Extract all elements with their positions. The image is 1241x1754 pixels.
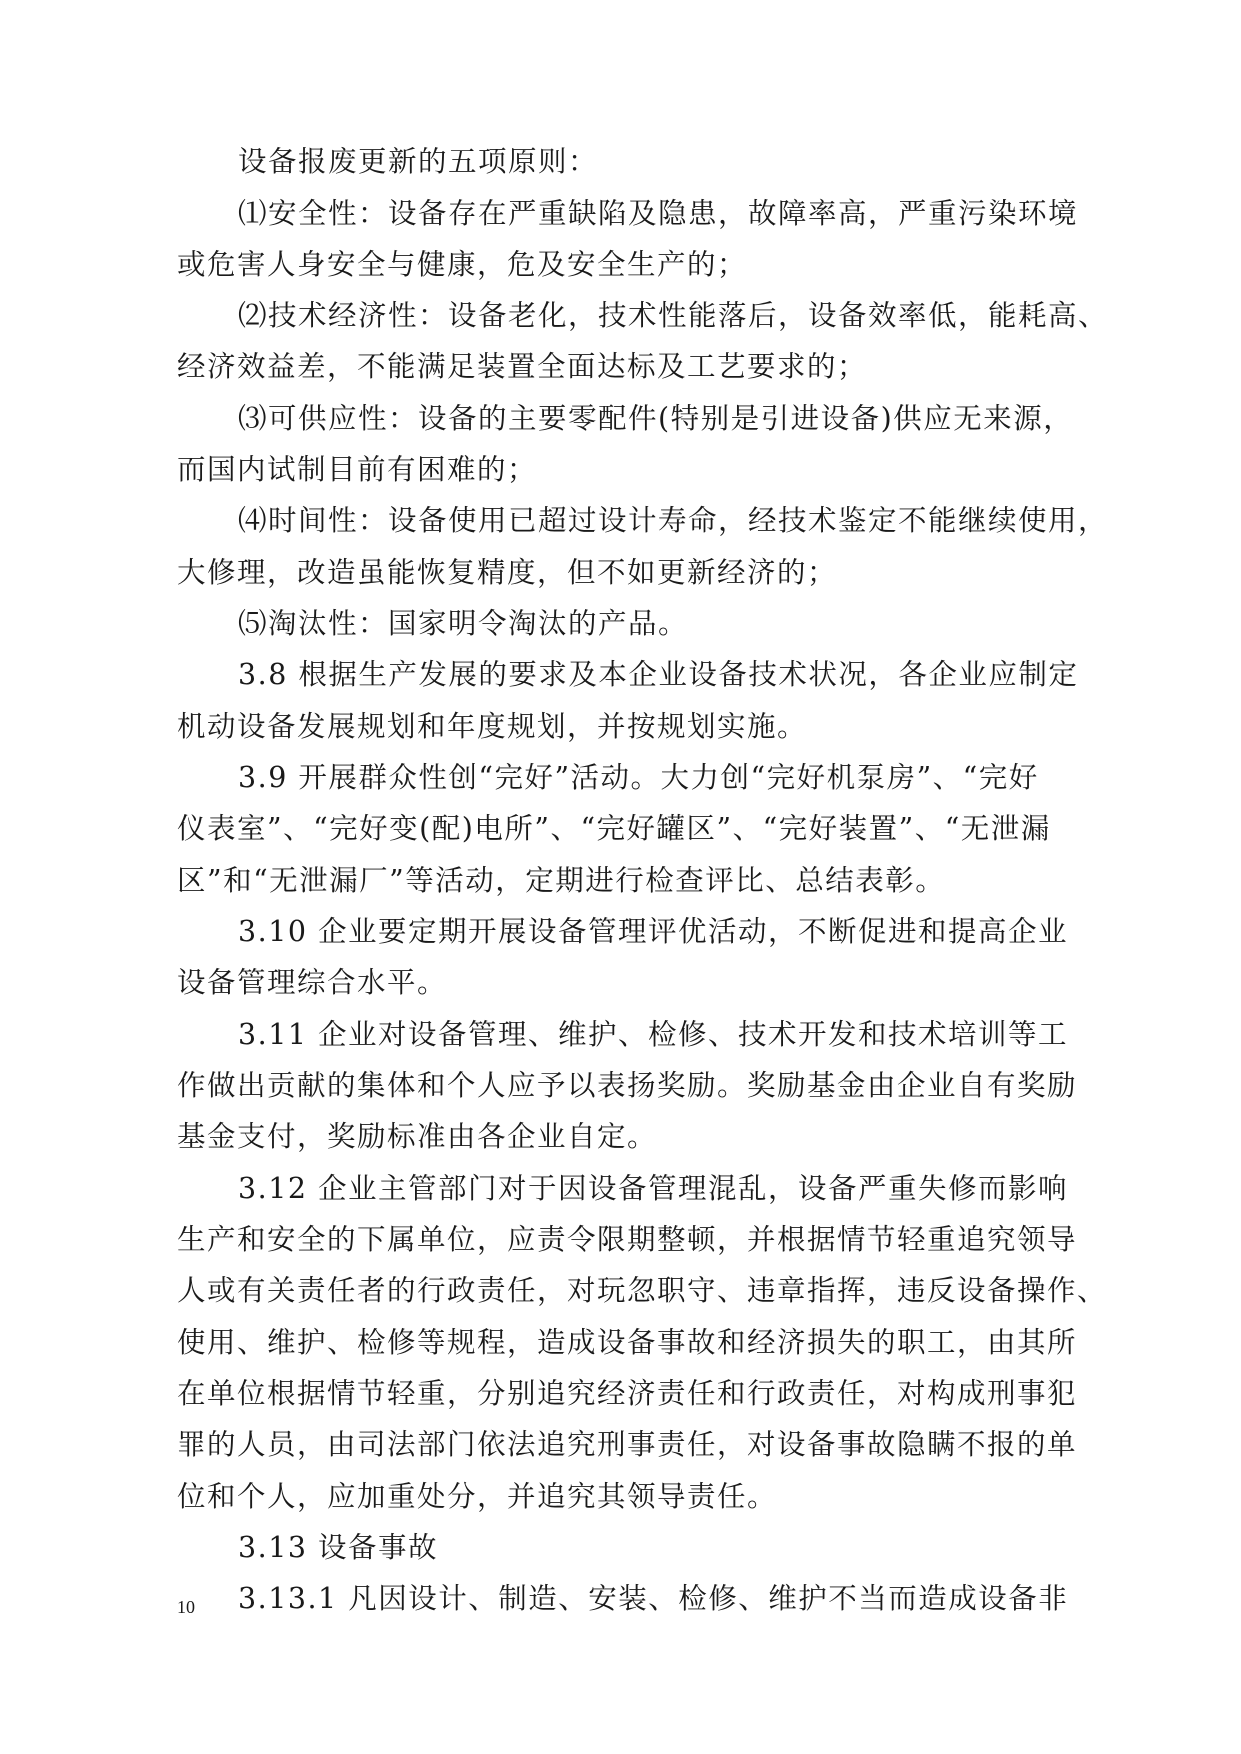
text-line: 设备报废更新的五项原则：: [238, 145, 599, 178]
text-line: 设备管理综合水平。: [177, 966, 448, 999]
text-line: 人或有关责任者的行政责任，对玩忽职守、违章指挥，违反设备操作、: [177, 1274, 1108, 1307]
text-line: 机动设备发展规划和年度规划，并按规划实施。: [177, 710, 808, 743]
text-line: 使用、维护、检修等规程，造成设备事故和经济损失的职工，由其所: [177, 1326, 1078, 1359]
text-line: ⑸淘汰性：国家明令淘汰的产品。: [238, 607, 689, 640]
text-line: ⑵技术经济性：设备老化，技术性能落后，设备效率低，能耗高、: [238, 299, 1109, 332]
text-line: 罪的人员，由司法部门依法追究刑事责任，对设备事故隐瞒不报的单: [177, 1428, 1078, 1461]
text-line: 3.11 企业对设备管理、维护、检修、技术开发和技术培训等工: [238, 1018, 1069, 1051]
page-number: 10: [177, 1597, 195, 1617]
text-line: 3.12 企业主管部门对于因设备管理混乱，设备严重失修而影响: [238, 1172, 1069, 1205]
text-line: 3.13 设备事故: [238, 1531, 439, 1564]
text-line: 区”和“无泄漏厂”等活动，定期进行检查评比、总结表彰。: [177, 864, 946, 897]
text-line: ⑴安全性：设备存在严重缺陷及隐患，故障率高，严重污染环境: [238, 197, 1079, 230]
text-line: 位和个人，应加重处分，并追究其领导责任。: [177, 1480, 778, 1513]
text-line: 而国内试制目前有困难的；: [177, 453, 538, 486]
text-line: 3.10 企业要定期开展设备管理评优活动，不断促进和提高企业: [238, 915, 1069, 948]
text-line: 作做出贡献的集体和个人应予以表扬奖励。奖励基金由企业自有奖励: [177, 1069, 1078, 1102]
text-line: 3.9 开展群众性创“完好”活动。大力创“完好机泵房”、“完好: [238, 761, 1039, 794]
text-line: ⑶可供应性：设备的主要零配件(特别是引进设备)供应无来源，: [238, 402, 1074, 435]
text-line: 在单位根据情节轻重，分别追究经济责任和行政责任，对构成刑事犯: [177, 1377, 1078, 1410]
text-line: 大修理，改造虽能恢复精度，但不如更新经济的；: [177, 556, 838, 589]
text-line: 或危害人身安全与健康，危及安全生产的；: [177, 248, 748, 281]
text-line: ⑷时间性：设备使用已超过设计寿命，经技术鉴定不能继续使用，: [238, 504, 1109, 537]
text-line: 3.13.1 凡因设计、制造、安装、检修、维护不当而造成设备非: [238, 1582, 1069, 1615]
text-line: 生产和安全的下属单位，应责令限期整顿，并根据情节轻重追究领导: [177, 1223, 1078, 1256]
text-line: 仪表室”、“完好变(配)电所”、“完好罐区”、“完好装置”、“无泄漏: [177, 812, 1051, 845]
text-line: 经济效益差，不能满足装置全面达标及工艺要求的；: [177, 350, 868, 383]
text-line: 基金支付，奖励标准由各企业自定。: [177, 1120, 658, 1153]
text-line: 3.8 根据生产发展的要求及本企业设备技术状况，各企业应制定: [238, 658, 1079, 691]
